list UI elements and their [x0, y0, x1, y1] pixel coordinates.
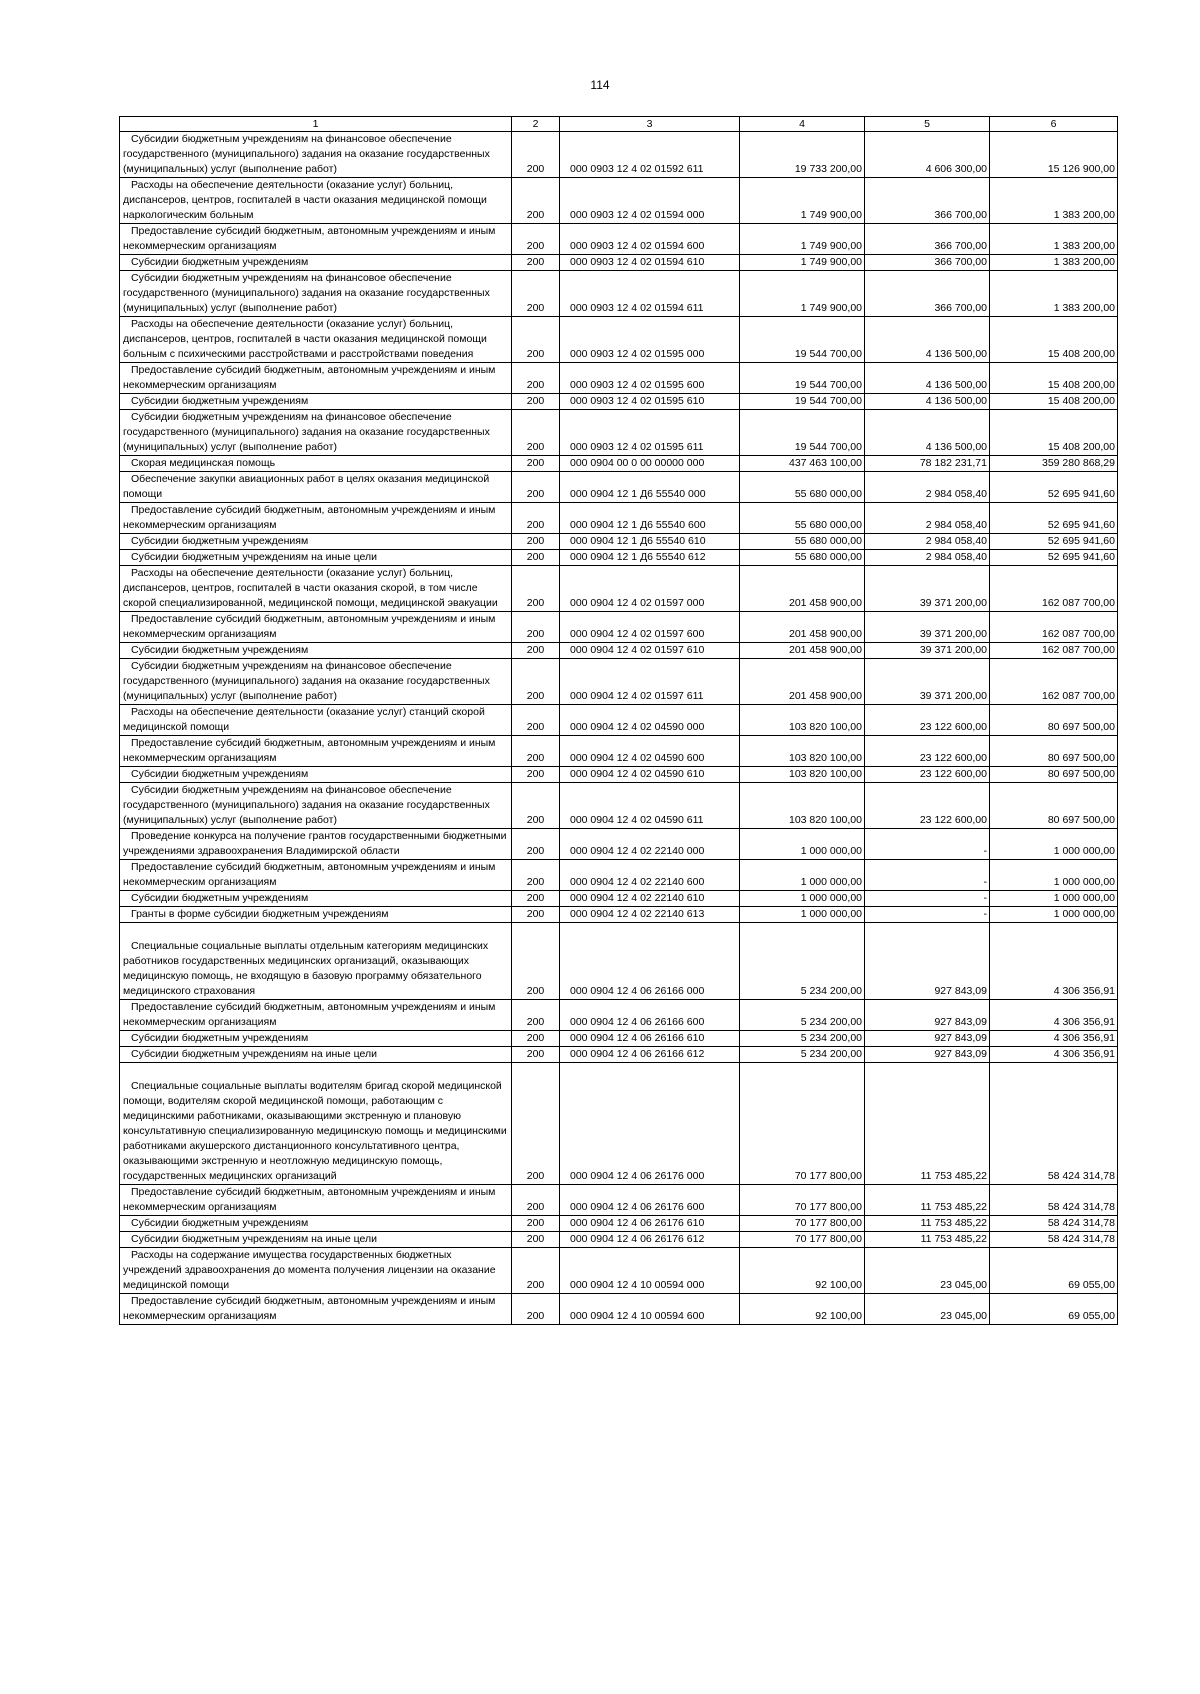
row-description-text: Предоставление субсидий бюджетным, автономным учреждениям и иным некоммерческим организациям	[123, 364, 496, 391]
row-col-2: 200	[512, 907, 560, 923]
row-description-text: Субсидии бюджетным учреждениям на финансовое обеспечение государственного (муниципального) задания на оказание государственных (муниципальных) услуг (выполнение работ)	[123, 272, 490, 314]
row-description	[120, 736, 512, 767]
row-col-2: 200	[512, 271, 560, 317]
row-value-5: 4 606 300,00	[865, 132, 990, 178]
row-description-text: Субсидии бюджетным учреждениям на финансовое обеспечение государственного (муниципального) задания на оказание государственных (муниципальных) услуг (выполнение работ)	[123, 784, 490, 826]
table-row	[120, 907, 1118, 923]
row-value-6: 58 424 314,78	[990, 1216, 1118, 1232]
row-description	[120, 1047, 512, 1063]
row-description	[120, 255, 512, 271]
row-value-6: 15 408 200,00	[990, 363, 1118, 394]
row-value-6: 4 306 356,91	[990, 1031, 1118, 1047]
row-value-4: 103 820 100,00	[740, 767, 865, 783]
row-description	[120, 472, 512, 503]
row-value-4: 103 820 100,00	[740, 783, 865, 829]
row-code: 000 0904 00 0 00 00000 000	[560, 456, 740, 472]
row-description	[120, 550, 512, 566]
row-code: 000 0903 12 4 02 01595 000	[560, 317, 740, 363]
table-row	[120, 503, 1118, 534]
row-value-5: 39 371 200,00	[865, 659, 990, 705]
row-description-text: Субсидии бюджетным учреждениям	[131, 395, 309, 407]
row-value-6: 359 280 868,29	[990, 456, 1118, 472]
row-value-4: 1 000 000,00	[740, 829, 865, 860]
row-description-text: Расходы на обеспечение деятельности (оказание услуг) больниц, диспансеров, центров, госпиталей в части оказания скорой, в том числе скорой специализированной, медицинской помощи, медицинской эвакуации	[123, 567, 498, 609]
col-header-4: 4	[740, 117, 865, 132]
row-value-5: 4 136 500,00	[865, 394, 990, 410]
row-col-2: 200	[512, 1216, 560, 1232]
row-value-4: 19 544 700,00	[740, 410, 865, 456]
row-description-text: Субсидии бюджетным учреждениям на иные цели	[131, 1233, 377, 1245]
page-number: 114	[590, 78, 610, 92]
row-value-6: 52 695 941,60	[990, 550, 1118, 566]
row-description-text: Расходы на обеспечение деятельности (оказание услуг) станций скорой медицинской помощи	[123, 706, 485, 733]
row-value-4: 55 680 000,00	[740, 550, 865, 566]
row-description-text: Предоставление субсидий бюджетным, автономным учреждениям и иным некоммерческим организациям	[123, 1186, 496, 1213]
row-description	[120, 612, 512, 643]
row-value-5: 23 122 600,00	[865, 705, 990, 736]
row-value-5: 39 371 200,00	[865, 566, 990, 612]
row-description	[120, 456, 512, 472]
row-value-4: 201 458 900,00	[740, 659, 865, 705]
table-row	[120, 1294, 1118, 1325]
row-value-5: 23 045,00	[865, 1248, 990, 1294]
row-code: 000 0904 12 4 02 22140 610	[560, 891, 740, 907]
row-description	[120, 224, 512, 255]
row-col-2: 200	[512, 705, 560, 736]
row-code: 000 0904 12 4 02 22140 600	[560, 860, 740, 891]
row-col-2: 200	[512, 534, 560, 550]
row-description	[120, 132, 512, 178]
row-col-2: 200	[512, 767, 560, 783]
row-value-6: 1 383 200,00	[990, 255, 1118, 271]
row-code: 000 0904 12 4 10 00594 000	[560, 1248, 740, 1294]
row-code: 000 0904 12 4 02 04590 000	[560, 705, 740, 736]
row-value-6: 15 408 200,00	[990, 410, 1118, 456]
row-description	[120, 566, 512, 612]
row-description-text: Субсидии бюджетным учреждениям	[131, 644, 309, 656]
row-col-2: 200	[512, 1232, 560, 1248]
row-value-5: -	[865, 860, 990, 891]
row-code: 000 0904 12 4 02 01597 611	[560, 659, 740, 705]
row-value-5: -	[865, 907, 990, 923]
table-row	[120, 891, 1118, 907]
table-row	[120, 472, 1118, 503]
row-description-text: Субсидии бюджетным учреждениям	[131, 892, 309, 904]
row-value-6: 52 695 941,60	[990, 472, 1118, 503]
row-value-4: 5 234 200,00	[740, 923, 865, 1000]
table-row	[120, 456, 1118, 472]
row-value-4: 19 544 700,00	[740, 317, 865, 363]
header-row	[120, 117, 1118, 132]
row-description-text: Специальные социальные выплаты отдельным категориям медицинских работников государственных медицинских организаций, оказывающих медицинскую помощь, не входящую в базовую программу обязательного медицинского страхования	[123, 940, 489, 997]
row-value-4: 70 177 800,00	[740, 1063, 865, 1185]
row-value-4: 201 458 900,00	[740, 643, 865, 659]
row-value-6: 162 087 700,00	[990, 566, 1118, 612]
row-value-6: 1 383 200,00	[990, 224, 1118, 255]
row-col-2: 200	[512, 736, 560, 767]
row-description-text: Предоставление субсидий бюджетным, автономным учреждениям и иным некоммерческим организациям	[123, 737, 496, 764]
row-value-6: 162 087 700,00	[990, 612, 1118, 643]
row-col-2: 200	[512, 317, 560, 363]
row-value-4: 19 544 700,00	[740, 394, 865, 410]
row-value-4: 70 177 800,00	[740, 1185, 865, 1216]
row-code: 000 0904 12 4 02 01597 000	[560, 566, 740, 612]
row-value-5: 11 753 485,22	[865, 1232, 990, 1248]
row-value-6: 4 306 356,91	[990, 923, 1118, 1000]
row-value-5: -	[865, 829, 990, 860]
row-description	[120, 1000, 512, 1031]
row-description-text: Субсидии бюджетным учреждениям на иные цели	[131, 551, 377, 563]
table-row	[120, 923, 1118, 1000]
row-value-6: 1 000 000,00	[990, 891, 1118, 907]
table-row	[120, 736, 1118, 767]
row-description	[120, 394, 512, 410]
row-value-6: 69 055,00	[990, 1248, 1118, 1294]
row-description-text: Специальные социальные выплаты водителям бригад скорой медицинской помощи, водителям скорой медицинской помощи, работающим с медицинскими работниками, оказывающими экстренную и плановую консультативную специализированную медицинскую помощь и медицинскими работниками акушерского дистанционного консультативного центра, оказывающими экстренную и неотложную медицинскую помощь, государственных медицинских организаций	[123, 1080, 507, 1182]
row-value-5: 78 182 231,71	[865, 456, 990, 472]
table-row	[120, 1248, 1118, 1294]
row-col-2: 200	[512, 1294, 560, 1325]
row-code: 000 0904 12 1 Д6 55540 610	[560, 534, 740, 550]
row-value-5: 23 122 600,00	[865, 736, 990, 767]
row-value-4: 92 100,00	[740, 1248, 865, 1294]
row-col-2: 200	[512, 410, 560, 456]
row-code: 000 0903 12 4 02 01595 611	[560, 410, 740, 456]
row-code: 000 0904 12 4 02 01597 600	[560, 612, 740, 643]
row-code: 000 0904 12 4 02 22140 000	[560, 829, 740, 860]
row-value-5: 927 843,09	[865, 1031, 990, 1047]
row-value-5: 927 843,09	[865, 923, 990, 1000]
table-row	[120, 783, 1118, 829]
row-value-4: 19 544 700,00	[740, 363, 865, 394]
row-col-2: 200	[512, 659, 560, 705]
row-value-4: 1 000 000,00	[740, 860, 865, 891]
row-col-2: 200	[512, 1248, 560, 1294]
row-code: 000 0904 12 1 Д6 55540 600	[560, 503, 740, 534]
row-value-6: 15 408 200,00	[990, 317, 1118, 363]
row-description	[120, 1031, 512, 1047]
col-header-5: 5	[865, 117, 990, 132]
row-value-4: 92 100,00	[740, 1294, 865, 1325]
row-value-4: 1 000 000,00	[740, 891, 865, 907]
row-description	[120, 923, 512, 1000]
table-row	[120, 317, 1118, 363]
table-row	[120, 1047, 1118, 1063]
table-row	[120, 566, 1118, 612]
row-value-5: 2 984 058,40	[865, 534, 990, 550]
table-row	[120, 178, 1118, 224]
row-value-5: 366 700,00	[865, 255, 990, 271]
row-description-text: Предоставление субсидий бюджетным, автономным учреждениям и иным некоммерческим организациям	[123, 504, 496, 531]
row-value-5: 23 122 600,00	[865, 783, 990, 829]
row-code: 000 0904 12 4 02 01597 610	[560, 643, 740, 659]
row-value-4: 70 177 800,00	[740, 1232, 865, 1248]
row-description-text: Предоставление субсидий бюджетным, автономным учреждениям и иным некоммерческим организациям	[123, 1001, 496, 1028]
row-col-2: 200	[512, 472, 560, 503]
table-row	[120, 705, 1118, 736]
row-col-2: 200	[512, 178, 560, 224]
row-value-4: 55 680 000,00	[740, 472, 865, 503]
row-col-2: 200	[512, 1031, 560, 1047]
row-code: 000 0904 12 1 Д6 55540 612	[560, 550, 740, 566]
table-row	[120, 1232, 1118, 1248]
table-row	[120, 550, 1118, 566]
row-code: 000 0903 12 4 02 01595 600	[560, 363, 740, 394]
table-row	[120, 1063, 1118, 1185]
row-value-6: 1 000 000,00	[990, 907, 1118, 923]
row-value-4: 5 234 200,00	[740, 1047, 865, 1063]
row-value-6: 162 087 700,00	[990, 659, 1118, 705]
row-description-text: Субсидии бюджетным учреждениям	[131, 535, 309, 547]
row-value-4: 1 749 900,00	[740, 178, 865, 224]
table-row	[120, 659, 1118, 705]
row-col-2: 200	[512, 1000, 560, 1031]
row-description	[120, 363, 512, 394]
row-col-2: 200	[512, 923, 560, 1000]
row-description	[120, 1185, 512, 1216]
row-value-4: 5 234 200,00	[740, 1000, 865, 1031]
row-description	[120, 410, 512, 456]
row-value-5: 366 700,00	[865, 224, 990, 255]
row-value-4: 1 749 900,00	[740, 271, 865, 317]
row-value-4: 19 733 200,00	[740, 132, 865, 178]
row-description-text: Расходы на содержание имущества государственных бюджетных учреждений здравоохранения до момента получения лицензии на оказание медицинской помощи	[123, 1249, 496, 1291]
row-value-4: 1 749 900,00	[740, 255, 865, 271]
table-row	[120, 612, 1118, 643]
row-value-6: 80 697 500,00	[990, 736, 1118, 767]
row-value-4: 103 820 100,00	[740, 705, 865, 736]
row-col-2: 200	[512, 860, 560, 891]
col-header-3: 3	[560, 117, 740, 132]
row-value-5: 2 984 058,40	[865, 472, 990, 503]
row-value-5: 11 753 485,22	[865, 1185, 990, 1216]
row-description	[120, 643, 512, 659]
row-col-2: 200	[512, 456, 560, 472]
row-description	[120, 1232, 512, 1248]
table-row	[120, 1031, 1118, 1047]
row-value-4: 1 749 900,00	[740, 224, 865, 255]
row-description	[120, 860, 512, 891]
row-value-5: 11 753 485,22	[865, 1216, 990, 1232]
table-row	[120, 1185, 1118, 1216]
row-value-4: 55 680 000,00	[740, 503, 865, 534]
table-row	[120, 534, 1118, 550]
row-value-6: 4 306 356,91	[990, 1000, 1118, 1031]
row-code: 000 0904 12 4 06 26176 600	[560, 1185, 740, 1216]
row-value-5: 4 136 500,00	[865, 363, 990, 394]
row-col-2: 200	[512, 566, 560, 612]
table-row	[120, 255, 1118, 271]
row-code: 000 0904 12 4 06 26166 610	[560, 1031, 740, 1047]
row-code: 000 0904 12 4 02 04590 611	[560, 783, 740, 829]
row-description-text: Предоставление субсидий бюджетным, автономным учреждениям и иным некоммерческим организациям	[123, 613, 496, 640]
row-description-text: Субсидии бюджетным учреждениям на иные цели	[131, 1048, 377, 1060]
row-description-text: Субсидии бюджетным учреждениям	[131, 768, 309, 780]
row-description	[120, 178, 512, 224]
row-description	[120, 891, 512, 907]
row-col-2: 200	[512, 550, 560, 566]
row-value-4: 55 680 000,00	[740, 534, 865, 550]
row-value-5: 2 984 058,40	[865, 550, 990, 566]
row-value-6: 162 087 700,00	[990, 643, 1118, 659]
row-col-2: 200	[512, 612, 560, 643]
row-code: 000 0904 12 4 06 26166 000	[560, 923, 740, 1000]
row-col-2: 200	[512, 132, 560, 178]
table-row	[120, 1216, 1118, 1232]
row-description-text: Субсидии бюджетным учреждениям	[131, 256, 309, 268]
col-header-6: 6	[990, 117, 1118, 132]
row-description-text: Субсидии бюджетным учреждениям	[131, 1217, 309, 1229]
row-value-5: 39 371 200,00	[865, 643, 990, 659]
table-row	[120, 643, 1118, 659]
row-value-6: 15 408 200,00	[990, 394, 1118, 410]
row-value-6: 80 697 500,00	[990, 783, 1118, 829]
row-value-5: 39 371 200,00	[865, 612, 990, 643]
row-value-6: 58 424 314,78	[990, 1185, 1118, 1216]
table-body	[120, 132, 1118, 1325]
row-code: 000 0903 12 4 02 01594 000	[560, 178, 740, 224]
table-row	[120, 860, 1118, 891]
table-row	[120, 363, 1118, 394]
row-code: 000 0904 12 4 06 26176 000	[560, 1063, 740, 1185]
row-value-6: 80 697 500,00	[990, 705, 1118, 736]
row-value-6: 58 424 314,78	[990, 1063, 1118, 1185]
row-code: 000 0903 12 4 02 01594 611	[560, 271, 740, 317]
budget-table	[119, 116, 1118, 1325]
row-description	[120, 1294, 512, 1325]
row-code: 000 0903 12 4 02 01594 610	[560, 255, 740, 271]
row-description-text: Субсидии бюджетным учреждениям на финансовое обеспечение государственного (муниципального) задания на оказание государственных (муниципальных) услуг (выполнение работ)	[123, 411, 490, 453]
row-col-2: 200	[512, 891, 560, 907]
row-value-5: 11 753 485,22	[865, 1063, 990, 1185]
row-value-4: 70 177 800,00	[740, 1216, 865, 1232]
row-code: 000 0904 12 4 02 04590 600	[560, 736, 740, 767]
row-description-text: Гранты в форме субсидии бюджетным учреждениям	[131, 908, 389, 920]
row-col-2: 200	[512, 1047, 560, 1063]
row-col-2: 200	[512, 1185, 560, 1216]
row-description	[120, 829, 512, 860]
row-value-4: 1 000 000,00	[740, 907, 865, 923]
row-description	[120, 783, 512, 829]
col-header-2: 2	[512, 117, 560, 132]
row-value-6: 1 000 000,00	[990, 829, 1118, 860]
table-row	[120, 1000, 1118, 1031]
row-description	[120, 1063, 512, 1185]
row-col-2: 200	[512, 783, 560, 829]
row-value-5: 4 136 500,00	[865, 317, 990, 363]
row-col-2: 200	[512, 224, 560, 255]
table-row	[120, 132, 1118, 178]
row-code: 000 0904 12 4 02 22140 613	[560, 907, 740, 923]
row-value-6: 52 695 941,60	[990, 534, 1118, 550]
row-value-5: 2 984 058,40	[865, 503, 990, 534]
col-header-1: 1	[120, 117, 512, 132]
row-col-2: 200	[512, 503, 560, 534]
row-code: 000 0903 12 4 02 01595 610	[560, 394, 740, 410]
row-description	[120, 1248, 512, 1294]
row-value-4: 437 463 100,00	[740, 456, 865, 472]
row-col-2: 200	[512, 363, 560, 394]
row-description	[120, 317, 512, 363]
row-value-5: 23 122 600,00	[865, 767, 990, 783]
row-code: 000 0904 12 4 06 26176 612	[560, 1232, 740, 1248]
table-row	[120, 410, 1118, 456]
table-row	[120, 224, 1118, 255]
row-code: 000 0904 12 4 06 26166 600	[560, 1000, 740, 1031]
row-value-4: 103 820 100,00	[740, 736, 865, 767]
row-value-5: 366 700,00	[865, 178, 990, 224]
row-col-2: 200	[512, 829, 560, 860]
row-value-5: 366 700,00	[865, 271, 990, 317]
row-value-5: 23 045,00	[865, 1294, 990, 1325]
row-description-text: Предоставление субсидий бюджетным, автономным учреждениям и иным некоммерческим организациям	[123, 861, 496, 888]
row-value-6: 1 000 000,00	[990, 860, 1118, 891]
row-value-5: 927 843,09	[865, 1047, 990, 1063]
row-code: 000 0904 12 4 10 00594 600	[560, 1294, 740, 1325]
row-code: 000 0903 12 4 02 01592 611	[560, 132, 740, 178]
row-value-6: 15 126 900,00	[990, 132, 1118, 178]
row-description-text: Предоставление субсидий бюджетным, автономным учреждениям и иным некоммерческим организациям	[123, 225, 496, 252]
row-description-text: Предоставление субсидий бюджетным, автономным учреждениям и иным некоммерческим организациям	[123, 1295, 496, 1322]
row-description-text: Субсидии бюджетным учреждениям на финансовое обеспечение государственного (муниципального) задания на оказание государственных (муниципальных) услуг (выполнение работ)	[123, 133, 490, 175]
row-value-5: 927 843,09	[865, 1000, 990, 1031]
table-row	[120, 767, 1118, 783]
row-value-5: -	[865, 891, 990, 907]
row-value-6: 1 383 200,00	[990, 271, 1118, 317]
row-col-2: 200	[512, 1063, 560, 1185]
row-description	[120, 1216, 512, 1232]
table-row	[120, 271, 1118, 317]
row-value-4: 201 458 900,00	[740, 566, 865, 612]
row-description	[120, 907, 512, 923]
row-value-6: 52 695 941,60	[990, 503, 1118, 534]
row-value-6: 1 383 200,00	[990, 178, 1118, 224]
row-description	[120, 503, 512, 534]
row-value-4: 5 234 200,00	[740, 1031, 865, 1047]
row-col-2: 200	[512, 643, 560, 659]
row-description	[120, 271, 512, 317]
row-code: 000 0904 12 1 Д6 55540 000	[560, 472, 740, 503]
row-description-text: Расходы на обеспечение деятельности (оказание услуг) больниц, диспансеров, центров, госпиталей в части оказания медицинской помощи наркологическим больным	[123, 179, 487, 221]
table-row	[120, 829, 1118, 860]
row-description	[120, 659, 512, 705]
row-description-text: Субсидии бюджетным учреждениям на финансовое обеспечение государственного (муниципального) задания на оказание государственных (муниципальных) услуг (выполнение работ)	[123, 660, 490, 702]
row-value-6: 80 697 500,00	[990, 767, 1118, 783]
row-value-6: 69 055,00	[990, 1294, 1118, 1325]
row-description-text: Проведение конкурса на получение грантов государственными бюджетными учреждениями здравоохранения Владимирской области	[123, 830, 507, 857]
row-description	[120, 534, 512, 550]
row-code: 000 0904 12 4 02 04590 610	[560, 767, 740, 783]
row-col-2: 200	[512, 255, 560, 271]
row-col-2: 200	[512, 394, 560, 410]
row-description	[120, 705, 512, 736]
row-code: 000 0903 12 4 02 01594 600	[560, 224, 740, 255]
row-value-6: 58 424 314,78	[990, 1232, 1118, 1248]
row-value-4: 201 458 900,00	[740, 612, 865, 643]
row-description-text: Расходы на обеспечение деятельности (оказание услуг) больниц, диспансеров, центров, госпиталей в части оказания медицинской помощи больным с психическими расстройствами и расстройствами поведения	[123, 318, 487, 360]
row-value-5: 4 136 500,00	[865, 410, 990, 456]
table-row	[120, 394, 1118, 410]
row-code: 000 0904 12 4 06 26176 610	[560, 1216, 740, 1232]
row-description	[120, 767, 512, 783]
row-description-text: Субсидии бюджетным учреждениям	[131, 1032, 309, 1044]
row-description-text: Обеспечение закупки авиационных работ в целях оказания медицинской помощи	[123, 473, 490, 500]
row-value-6: 4 306 356,91	[990, 1047, 1118, 1063]
row-code: 000 0904 12 4 06 26166 612	[560, 1047, 740, 1063]
row-description-text: Скорая медицинская помощь	[131, 457, 276, 469]
